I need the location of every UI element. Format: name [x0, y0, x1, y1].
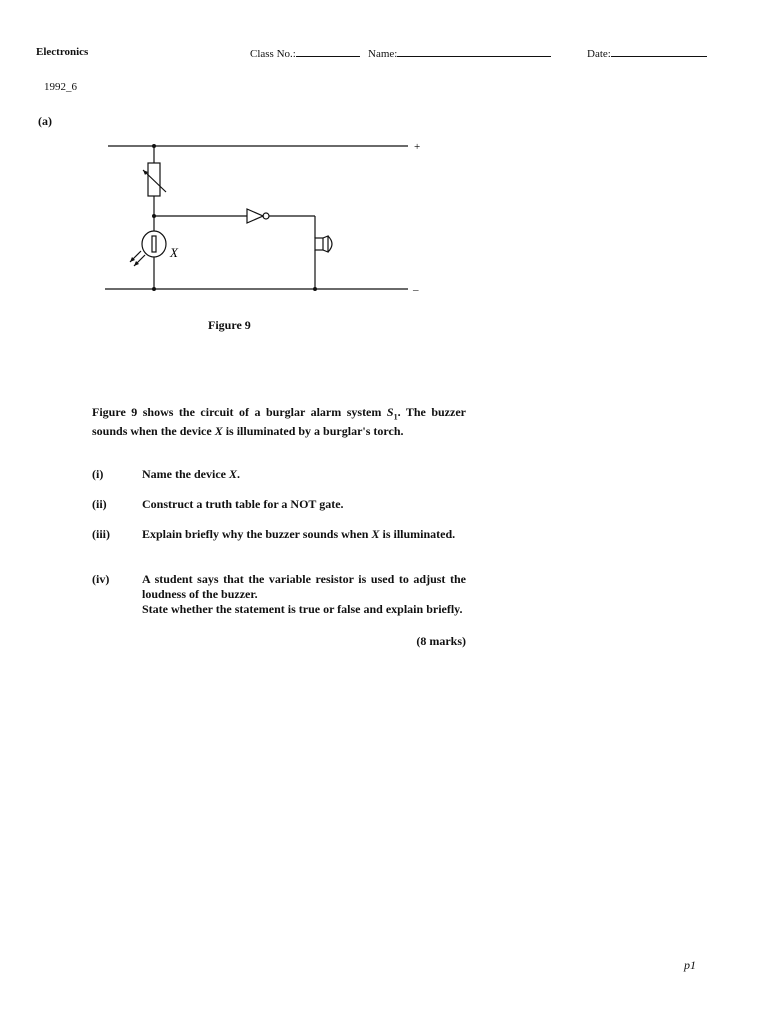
question-intro	[92, 405, 466, 439]
plus-label: +	[414, 141, 421, 153]
variable-resistor	[148, 163, 160, 196]
intro-text-3: is illuminated by a burglar's torch.	[222, 424, 404, 439]
item-number: (ii)	[92, 497, 107, 511]
buzzer	[315, 238, 323, 250]
system-symbol: S	[386, 405, 394, 419]
class-no-label: Class No.:	[250, 48, 296, 60]
figure-caption: Figure 9	[208, 318, 251, 332]
item-text: Explain briefly why the buzzer sounds when X is illuminated.	[142, 527, 456, 541]
item-number: (i)	[92, 467, 104, 481]
part-label: (a)	[38, 114, 52, 128]
item-text: Construct a truth table for a NOT gate.	[142, 497, 344, 511]
page-number: p1	[684, 958, 696, 972]
marks-label: (8 marks)	[416, 634, 466, 648]
device-x-label: X	[170, 245, 178, 260]
name-blank	[397, 46, 551, 57]
not-gate	[247, 209, 263, 223]
date-field	[587, 46, 707, 60]
class-no-field	[250, 46, 360, 60]
item-text: A student says that the variable resistor is used to adjust the loudness of the buzzer. State whether the statement is true or false and explain briefly.	[142, 572, 466, 616]
item-text: Name the device X.	[142, 467, 240, 481]
class-no-blank	[296, 46, 360, 57]
ldr-device-x	[142, 231, 166, 257]
device-symbol: X	[214, 424, 223, 439]
date-label: Date:	[587, 48, 611, 60]
item-number: (iii)	[92, 527, 110, 541]
intro-text: Figure 9 shows the circuit of a burglar alarm system	[92, 405, 387, 419]
item-number: (iv)	[92, 572, 110, 586]
name-field	[368, 46, 551, 60]
intro-text-2: . The buzzer sounds when the device	[92, 405, 466, 439]
system-subscript: 1	[393, 412, 398, 422]
circuit-diagram	[100, 130, 440, 305]
date-blank	[611, 46, 707, 57]
minus-label: –	[413, 284, 419, 296]
name-label: Name:	[368, 48, 398, 60]
subject-title: Electronics	[36, 46, 89, 58]
paper-code: 1992_6	[44, 81, 77, 93]
